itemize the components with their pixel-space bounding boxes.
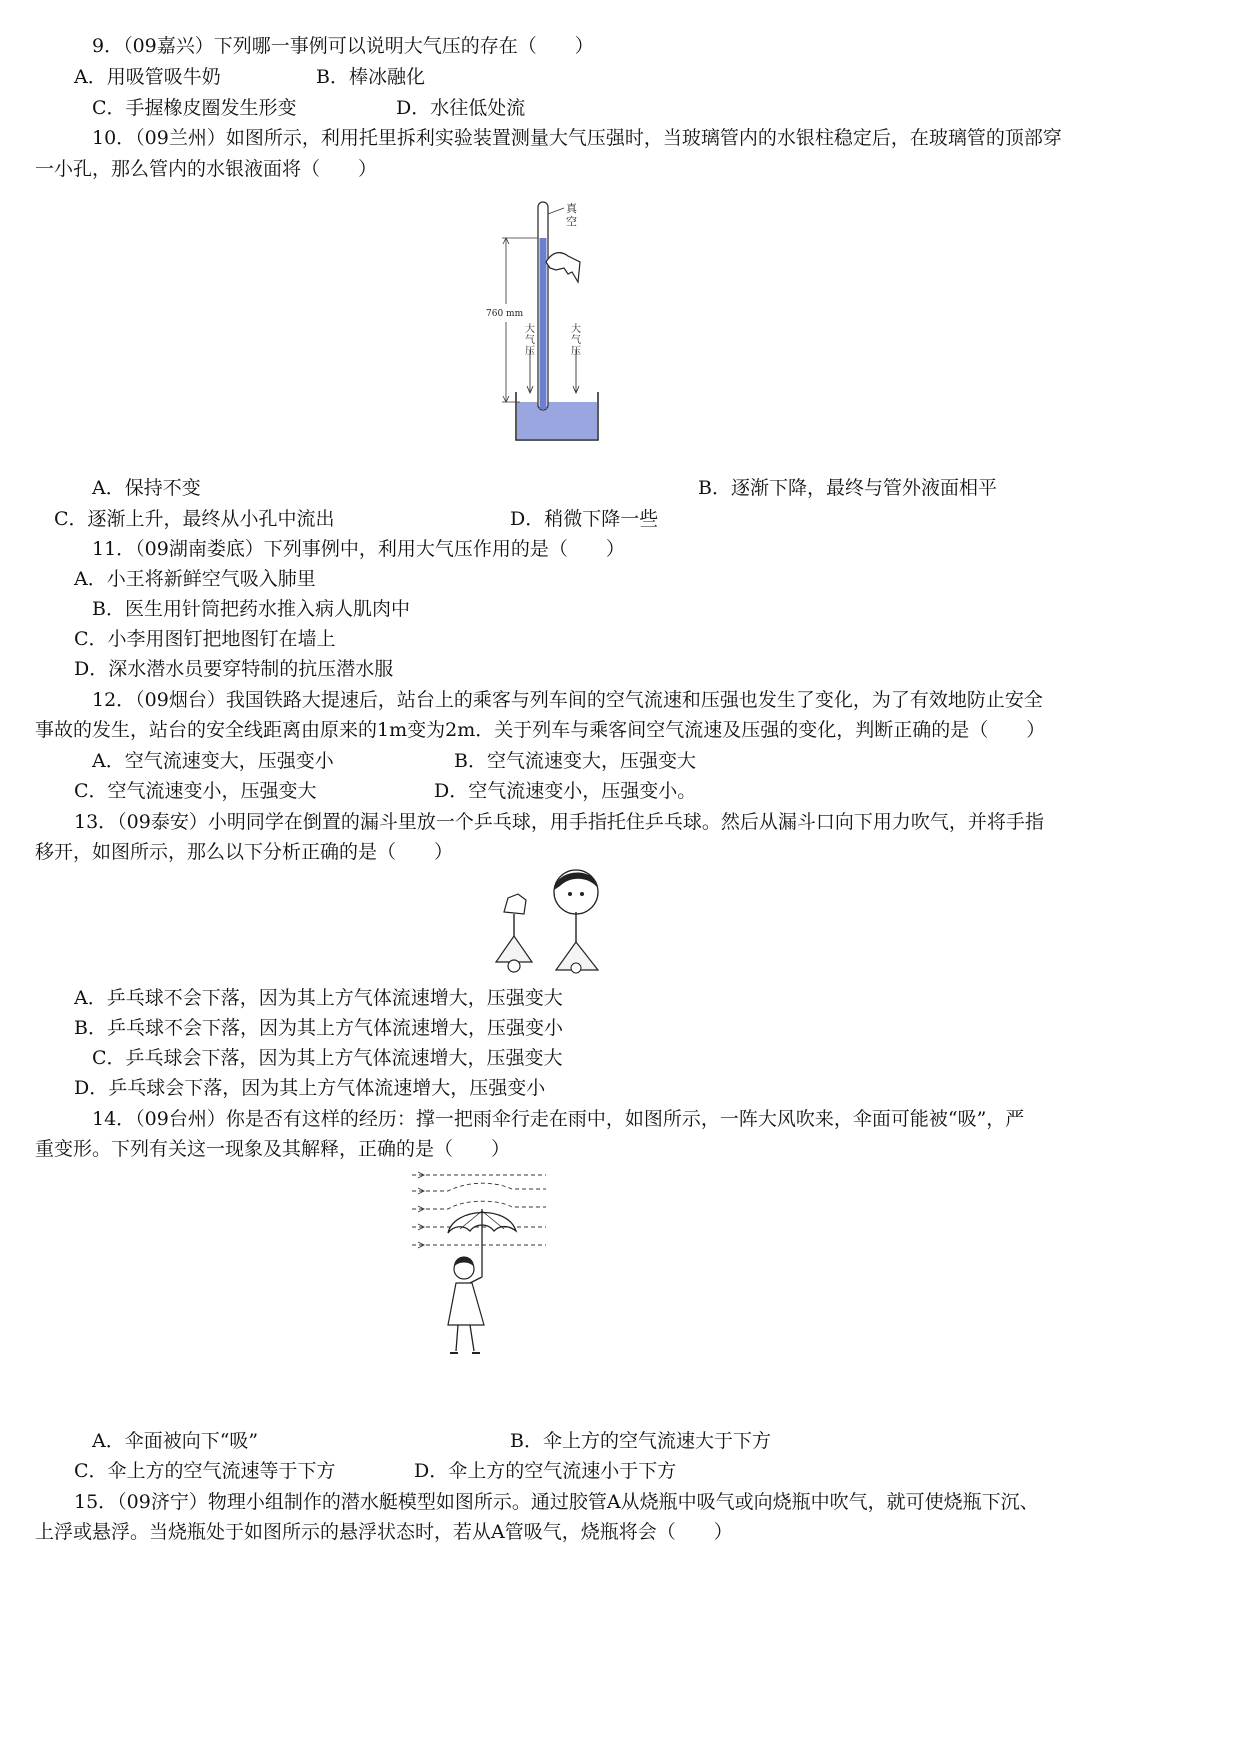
q10-stem-line1: 10．（09兰州）如图所示，利用托里拆利实验装置测量大气压强时，当玻璃管内的水银柱稳定后，在玻璃管的顶部穿 [92,127,1062,149]
q14-option-d: D．伞上方的空气流速小于下方 [414,1460,677,1482]
vacuum-label-1: 真 [566,202,577,215]
funnel-left [496,936,532,962]
q10-option-b: B．逐渐下降，最终与管外液面相平 [698,477,997,499]
umbrella-wind-figure [408,1165,553,1365]
q10-option-c: C．逐渐上升，最终从小孔中流出 [54,508,335,530]
q10-stem-line2: 一小孔，那么管内的水银液面将（ ） [35,158,378,180]
q9-stem: 9．（09嘉兴）下列哪一事例可以说明大气压的存在（ ） [92,35,594,57]
q14-option-a: A．伞面被向下“吸” [92,1430,259,1452]
q12-stem-line1: 12．（09烟台）我国铁路大提速后，站台上的乘客与列车间的空气流速和压强也发生了变化，为了有效地防止安全 [92,689,1043,711]
q11-stem: 11．（09湖南娄底）下列事例中，利用大气压作用的是（ ） [92,538,625,560]
q14-option-b: B．伞上方的空气流速大于下方 [510,1430,771,1452]
q12-option-d: D．空气流速变小，压强变小。 [434,780,697,802]
q12-option-c: C．空气流速变小，压强变大 [74,780,317,802]
hand-icon [504,894,526,914]
vacuum-label-2: 空 [566,215,577,228]
mercury-column [540,238,547,409]
hand-icon [546,253,580,282]
q13-stem-line2: 移开，如图所示，那么以下分析正确的是（ ） [35,841,454,863]
height-label: 760 mm [486,309,524,319]
q13-option-b: B．乒乓球不会下落，因为其上方气体流速增大，压强变小 [74,1017,563,1039]
girl-dress [448,1283,484,1325]
q11-option-d: D．深水潜水员要穿特制的抗压潜水服 [74,658,394,680]
q13-option-a: A．乒乓球不会下落，因为其上方气体流速增大，压强变大 [74,987,563,1009]
q14-stem-line2: 重变形。下列有关这一现象及其解释，正确的是（ ） [35,1138,511,1160]
q11-option-a: A．小王将新鲜空气吸入肺里 [74,568,316,590]
q11-option-c: C．小李用图钉把地图钉在墙上 [74,628,336,650]
q9-option-d: D．水往低处流 [396,97,526,119]
q9-option-b: B．棒冰融化 [316,66,425,88]
q12-option-a: A．空气流速变大，压强变小 [92,750,334,772]
q9-option-a: A．用吸管吸牛奶 [74,66,221,88]
q14-stem-line1: 14．（09台州）你是否有这样的经历：撑一把雨伞行走在雨中，如图所示，一阵大风吹来，伞面可能被“吸”，严 [92,1108,1025,1130]
q10-option-a: A．保持不变 [92,477,201,499]
torricelli-apparatus-figure [480,192,610,447]
q13-option-c: C．乒乓球会下落，因为其上方气体流速增大，压强变大 [92,1047,563,1069]
q15-stem-line1: 15．（09济宁）物理小组制作的潜水艇模型如图所示。通过胶管A从烧瓶中吸气或向烧瓶中吹气，就可使烧瓶下沉、 [74,1491,1039,1513]
q10-option-d: D．稍微下降一些 [510,508,659,530]
outer-pressure-label: 大气压 [571,324,581,357]
q13-stem-line1: 13．（09泰安）小明同学在倒置的漏斗里放一个乒乓球，用手指托住乒乓球。然后从漏斗口向下用力吹气，并将手指 [74,811,1044,833]
q15-stem-line2: 上浮或悬浮。当烧瓶处于如图所示的悬浮状态时，若从A管吸气，烧瓶将会（ ） [35,1521,733,1543]
q11-option-b: B．医生用针筒把药水推入病人肌肉中 [92,598,410,620]
q12-stem-line2: 事故的发生，站台的安全线距离由原来的1m变为2m．关于列车与乘客间空气流速及压强的变化，判断正确的是（ ） [35,719,1046,741]
q14-option-c: C．伞上方的空气流速等于下方 [74,1460,336,1482]
q9-option-c: C．手握橡皮圈发生形变 [92,97,297,119]
q13-option-d: D．乒乓球会下落，因为其上方气体流速增大，压强变小 [74,1077,546,1099]
inner-pressure-label: 大气压 [525,324,535,357]
pingpong-ball-left [508,960,520,972]
wind-lines [412,1175,546,1245]
q12-option-b: B．空气流速变大，压强变大 [454,750,696,772]
funnel-pingpong-figure [490,862,630,977]
mercury-basin-liquid [517,402,597,439]
